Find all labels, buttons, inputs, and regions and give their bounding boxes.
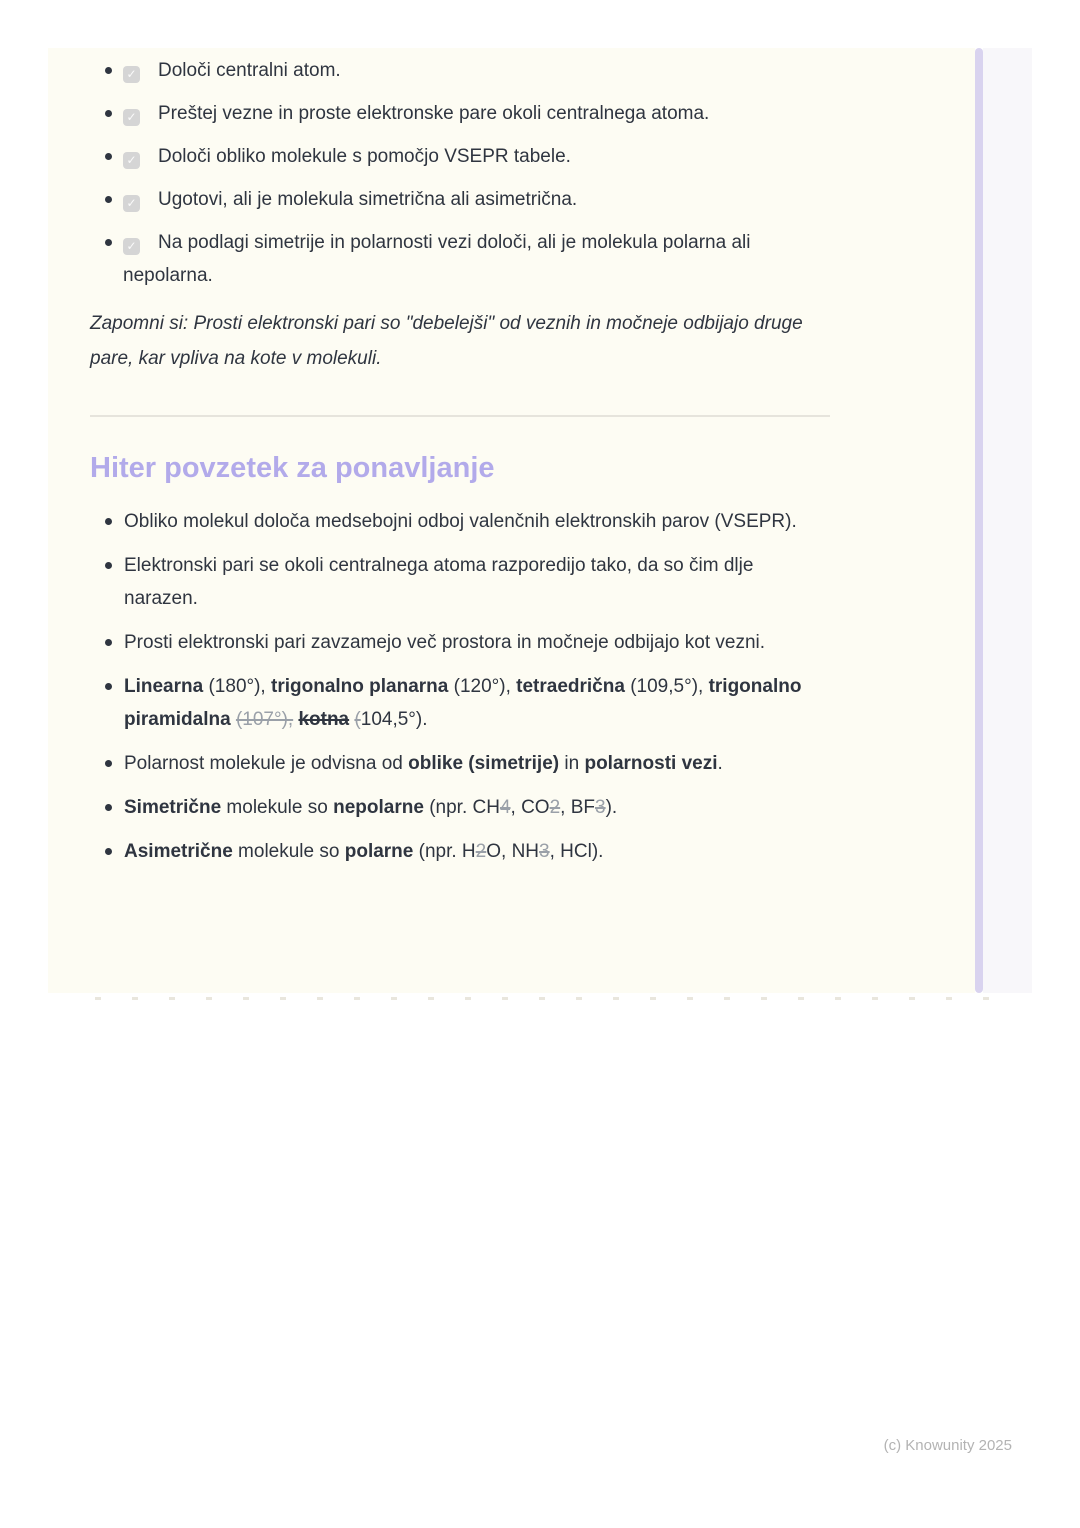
text-segment: (npr. H: [413, 841, 476, 862]
text-segment: 3: [539, 841, 550, 862]
checklist-item: [90, 226, 830, 292]
text-segment: kotna: [298, 709, 350, 730]
summary-item: [90, 505, 830, 538]
text-segment: tetraedrična: [516, 676, 625, 697]
checklist: [90, 54, 830, 292]
checklist-item-text: Določi obliko molekule s pomočjo VSEPR tabele.: [158, 146, 571, 167]
text-segment: trigonalno planarna: [271, 676, 449, 697]
page-break-dashed-line: [95, 997, 990, 1000]
checkbox-checked-icon[interactable]: ✓: [123, 109, 140, 126]
text-segment: polarne: [344, 841, 414, 862]
text-segment: (: [354, 709, 361, 730]
bullet-icon: [105, 153, 112, 160]
text-segment: .: [717, 753, 723, 774]
text-segment: 2: [549, 797, 561, 818]
checklist-item: [90, 183, 830, 216]
text-segment: Linearna: [124, 676, 204, 697]
summary-item: [90, 791, 830, 824]
bullet-icon: [105, 683, 112, 690]
checklist-item-text: Ugotovi, ali je molekula simetrična ali asimetrična.: [158, 189, 578, 210]
copyright-footer: (c) Knowunity 2025: [883, 1437, 1012, 1454]
checkbox-checked-icon[interactable]: ✓: [123, 195, 140, 212]
text-segment: (120°),: [448, 676, 517, 697]
bullet-icon: [105, 639, 112, 646]
text-segment: Polarnost molekule je odvisna od: [124, 753, 409, 774]
notes-page-content: [48, 48, 975, 868]
bullet-icon: [105, 518, 112, 525]
text-segment: polarnosti vezi: [584, 753, 718, 774]
scrollbar[interactable]: [975, 48, 983, 993]
text-segment: trigonalno piramidalna: [124, 676, 802, 730]
text-segment: Elektronski pari se okoli centralnega atoma razporedijo tako, da so čim dlje narazen.: [124, 555, 754, 609]
bullet-icon: [105, 196, 112, 203]
note-text: Zapomni si: Prosti elektronski pari so "debelejši" od veznih in močneje odbijajo druge pare, kar vpliva na kote v molekuli.: [90, 313, 803, 369]
bullet-icon: [105, 67, 112, 74]
checklist-item: [90, 97, 830, 130]
bullet-icon: [105, 760, 112, 767]
checkbox-checked-icon[interactable]: ✓: [123, 66, 140, 83]
checklist-item-text: Določi centralni atom.: [158, 60, 341, 81]
text-segment: Asimetrične: [124, 841, 233, 862]
text-segment: 4: [499, 797, 511, 818]
summary-item: [90, 549, 830, 615]
text-segment: , BF: [560, 797, 596, 818]
checklist-item-text: Na podlagi simetrije in polarnosti vezi določi, ali je molekula polarna ali nepolarna.: [123, 232, 751, 286]
checkbox-checked-icon[interactable]: ✓: [123, 152, 140, 169]
text-segment: Prosti elektronski pari zavzamejo več prostora in močneje odbijajo kot vezni.: [124, 632, 766, 653]
notes-page-card: [48, 48, 975, 993]
text-segment: oblike (simetrije): [408, 753, 560, 774]
summary-item: [90, 670, 830, 736]
text-segment: Simetrične: [124, 797, 222, 818]
summary-item: [90, 747, 830, 780]
summary-list: [90, 505, 830, 868]
text-segment: in: [559, 753, 585, 774]
text-segment: nepolarne: [333, 797, 424, 818]
text-segment: O, NH: [486, 841, 540, 862]
text-segment: Obliko molekul določa medsebojni odboj valenčnih elektronskih parov (VSEPR).: [124, 511, 797, 532]
text-segment: (109,5°),: [624, 676, 709, 697]
checkbox-checked-icon[interactable]: ✓: [123, 238, 140, 255]
bullet-icon: [105, 110, 112, 117]
summary-item: [90, 835, 830, 868]
section-heading: Hiter povzetek za ponavljanje: [90, 452, 495, 484]
text-segment: molekule so: [221, 797, 334, 818]
text-segment: 104,5°).: [360, 709, 428, 730]
bullet-icon: [105, 562, 112, 569]
text-segment: 3: [595, 797, 606, 818]
checklist-item: [90, 140, 830, 173]
side-panel: [983, 48, 1032, 993]
text-segment: 2: [475, 841, 487, 862]
summary-item: [90, 626, 830, 659]
checklist-item: [90, 54, 830, 87]
text-segment: , HCl).: [549, 841, 604, 862]
text-segment: (107°),: [235, 709, 294, 730]
bullet-icon: [105, 804, 112, 811]
checklist-item-text: Preštej vezne in proste elektronske pare okoli centralnega atoma.: [158, 103, 710, 124]
bullet-icon: [105, 239, 112, 246]
text-segment: (npr. CH: [423, 797, 500, 818]
text-segment: ).: [605, 797, 618, 818]
divider: [90, 415, 830, 417]
text-segment: molekule so: [232, 841, 345, 862]
text-segment: (180°),: [203, 676, 271, 697]
text-segment: , CO: [510, 797, 550, 818]
bullet-icon: [105, 848, 112, 855]
